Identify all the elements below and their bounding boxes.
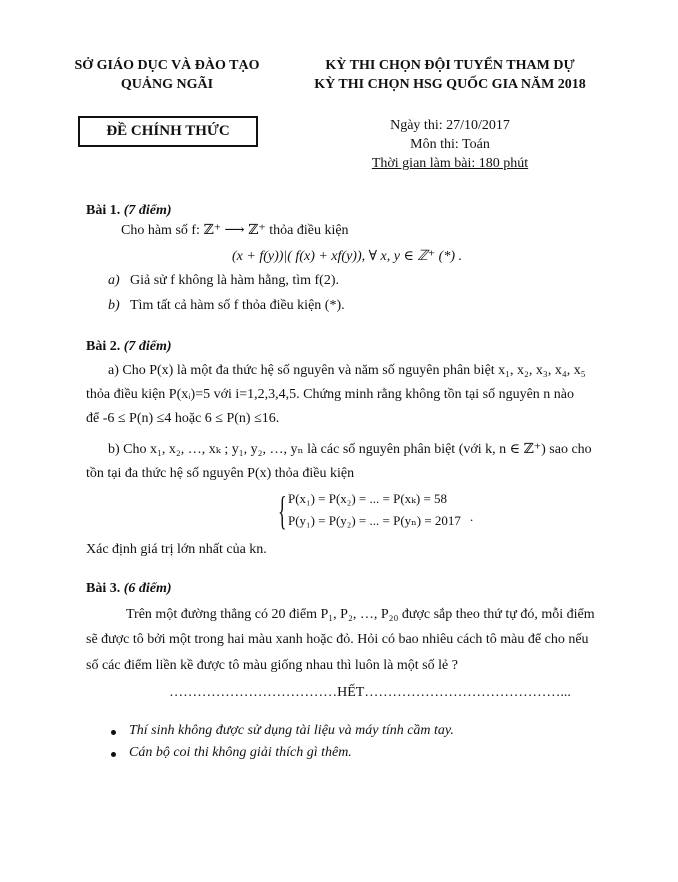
system-equation-2: P(y₁) = P(y₂) = ... = P(yₙ) = 2017 xyxy=(288,513,461,528)
problem1-part-a: Giả sử f không là hàm hằng, tìm f(2). xyxy=(130,273,339,288)
exam-duration-text: Thời gian làm bài: 180 phút xyxy=(371,156,529,171)
problem1-part-b-label: b) xyxy=(108,298,120,313)
system-equation-1: P(x₁) = P(x₂) = ... = P(xₖ) = 58 xyxy=(288,491,448,506)
problem3-line2: sẽ được tô bởi một trong hai màu xanh hoặc đỏ. Hỏi có bao nhiêu cách tô màu để cho nếu xyxy=(86,632,589,647)
exam-subject: Môn thi: Toán xyxy=(410,137,490,152)
problem2-heading xyxy=(86,339,172,355)
problem1-title: Bài 1. xyxy=(86,203,121,218)
exam-date: Ngày thi: 27/10/2017 xyxy=(390,118,510,133)
problem3-points: (6 điểm) xyxy=(123,581,172,596)
problem2-part-a-line3: để -6 ≤ P(n) ≤4 hoặc 6 ≤ P(n) ≤16. xyxy=(86,411,280,426)
problem1-part-b: Tìm tất cả hàm số f thỏa điều kiện (*). xyxy=(130,298,345,313)
problem2-part-b-line1: b) Cho x₁, x₂, …, xₖ ; y₁, y₂, …, yₙ là các số nguyên phân biệt (với k, n ∈ ℤ⁺) sao cho xyxy=(108,442,592,457)
problem2-part-a-line1: a) Cho P(x) là một đa thức hệ số nguyên và năm số nguyên phân biệt x₁, x₂, x₃, x₄, x₅ xyxy=(108,363,586,378)
bullet-icon xyxy=(111,752,116,757)
note-2: Cán bộ coi thi không giải thích gì thêm. xyxy=(129,745,352,760)
left-brace-icon: { xyxy=(278,488,287,533)
official-exam-text: ĐỀ CHÍNH THỨC xyxy=(106,123,230,139)
problem3-line1: Trên một đường thẳng có 20 điểm P₁, P₂, …, P₂₀ được sắp theo thứ tự đó, mỗi điểm xyxy=(126,607,595,622)
exam-title-line2: KỲ THI CHỌN HSG QUỐC GIA NĂM 2018 xyxy=(314,77,586,92)
problem3-line3: số các điểm liền kề được tô màu giống nhau thì luôn là một số lẻ ? xyxy=(86,658,458,673)
problem2-part-b-line2: tồn tại đa thức hệ số nguyên P(x) thỏa điều kiện xyxy=(86,466,355,481)
exam-duration xyxy=(360,156,540,172)
system-end-mark: . xyxy=(470,509,474,524)
bullet-icon xyxy=(111,730,116,735)
problem3-heading xyxy=(86,581,172,597)
department-name: SỞ GIÁO DỤC VÀ ĐÀO TẠO xyxy=(74,58,260,73)
problem1-heading xyxy=(86,203,172,219)
exam-title-line1: KỲ THI CHỌN ĐỘI TUYỂN THAM DỰ xyxy=(325,58,575,73)
problem3-title: Bài 3. xyxy=(86,581,121,596)
note-1: Thí sinh không được sử dụng tài liệu và máy tính cầm tay. xyxy=(129,723,454,738)
problem1-part-a-label: a) xyxy=(108,273,120,288)
problem2-title: Bài 2. xyxy=(86,339,121,354)
problem2-part-a-line2: thỏa điều kiện P(xᵢ)=5 với i=1,2,3,4,5. Chứng minh rằng không tồn tại số nguyên n nào xyxy=(86,387,575,402)
problem1-condition: (x + f(y))|( f(x) + xf(y)), ∀ x, y ∈ ℤ⁺ (*) . xyxy=(232,249,462,264)
problem2-question: Xác định giá trị lớn nhất của kn. xyxy=(86,542,267,557)
problem2-points: (7 điểm) xyxy=(123,339,172,354)
equation-system xyxy=(278,489,478,535)
end-marker: ………………………………HẾT……………………………………... xyxy=(169,685,571,700)
problem1-points: (7 điểm) xyxy=(123,203,172,218)
province-name: QUẢNG NGÃI xyxy=(120,77,214,92)
official-exam-label xyxy=(78,116,258,147)
problem1-intro: Cho hàm số f: ℤ⁺ ⟶ ℤ⁺ thỏa điều kiện xyxy=(121,223,349,238)
